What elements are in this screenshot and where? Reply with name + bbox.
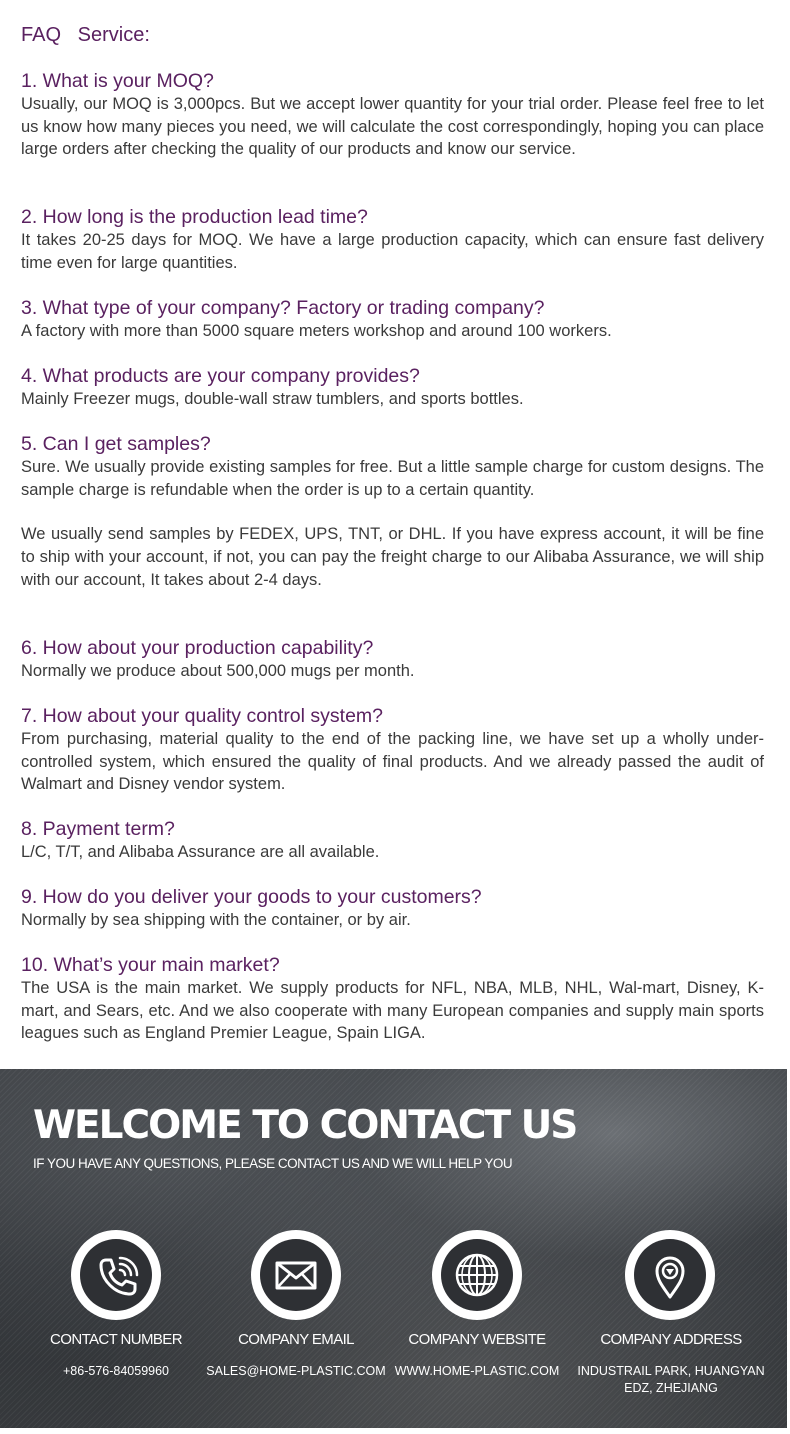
- faq-question: 3. What type of your company? Factory or trading company?: [21, 297, 545, 319]
- faq-item-9: [21, 885, 764, 932]
- faq-question: 1. What is your MOQ?: [21, 70, 214, 92]
- faq-answer: From purchasing, material quality to the end of the packing line, we have set up a wholly under-controlled system, which ensured the quality of final products. And we already passed the audit of Walmart and Disney vendor system.: [21, 730, 764, 794]
- company-website-value[interactable]: WWW.HOME-PLASTIC.COM: [394, 1364, 560, 1378]
- envelope-icon: [251, 1230, 341, 1320]
- contact-number-label: CONTACT NUMBER: [50, 1331, 182, 1348]
- faq-answer: A factory with more than 5000 square meters workshop and around 100 workers.: [21, 322, 612, 340]
- globe-icon: [432, 1230, 522, 1320]
- company-address-item: [568, 1069, 774, 1428]
- contact-number-value[interactable]: +86-576-84059960: [63, 1364, 169, 1378]
- faq-item-8: [21, 817, 764, 864]
- faq-answer: Sure. We usually provide existing samples for free. But a little sample charge for custom designs. The sample charge is refundable when the order is up to a certain quantity.: [21, 458, 764, 499]
- faq-answer: L/C, T/T, and Alibaba Assurance are all available.: [21, 843, 380, 861]
- faq-question: 4. What products are your company provides?: [21, 365, 420, 387]
- faq-question: 9. How do you deliver your goods to your customers?: [21, 886, 482, 908]
- location-pin-icon: [625, 1230, 715, 1320]
- company-address-value: [568, 1363, 774, 1397]
- address-line-1: INDUSTRAIL PARK, HUANGYAN: [577, 1364, 765, 1378]
- address-line-2: EDZ, ZHEJIANG: [624, 1381, 718, 1395]
- company-email-value[interactable]: SALES@HOME-PLASTIC.COM: [206, 1364, 386, 1378]
- faq-item-5: [21, 432, 764, 592]
- contact-title: WELCOME TO CONTACT US: [33, 1103, 577, 1148]
- company-address-label: COMPANY ADDRESS: [600, 1331, 742, 1348]
- faq-item-6: [21, 636, 764, 683]
- faq-item-1: [21, 69, 764, 161]
- faq-answer: It takes 20-25 days for MOQ. We have a large production capacity, which can ensure fast delivery time even for large quantities.: [21, 231, 764, 272]
- faq-answer: Normally by sea shipping with the container, or by air.: [21, 911, 411, 929]
- faq-item-7: [21, 704, 764, 796]
- company-email-label: COMPANY EMAIL: [238, 1331, 354, 1348]
- company-website-label: COMPANY WEBSITE: [408, 1331, 546, 1348]
- faq-heading: FAQ Service:: [21, 24, 150, 46]
- faq-answer: Normally we produce about 500,000 mugs per month.: [21, 662, 415, 680]
- faq-item-2: [21, 205, 764, 274]
- contact-subtitle: IF YOU HAVE ANY QUESTIONS, PLEASE CONTACT US AND WE WILL HELP YOU: [33, 1156, 513, 1171]
- faq-question: 8. Payment term?: [21, 818, 175, 840]
- faq-answer: Usually, our MOQ is 3,000pcs. But we accept lower quantity for your trial order. Please feel free to let us know how many pieces you need, we will calculate the cost correspondingly, hoping you can place large orders after checking the quality of our products and know our service.: [21, 95, 764, 159]
- faq-item-3: [21, 296, 764, 343]
- company-email-item: [196, 1069, 396, 1428]
- faq-question: 6. How about your production capability?: [21, 637, 374, 659]
- faq-question: 5. Can I get samples?: [21, 433, 211, 455]
- company-website-item: [384, 1069, 570, 1428]
- faq-question: 2. How long is the production lead time?: [21, 206, 368, 228]
- faq-question: 10. What’s your main market?: [21, 954, 280, 976]
- faq-answer: Mainly Freezer mugs, double-wall straw tumblers, and sports bottles.: [21, 390, 524, 408]
- faq-item-10: [21, 953, 764, 1045]
- faq-question: 7. How about your quality control system?: [21, 705, 384, 727]
- faq-answer-extra: We usually send samples by FEDEX, UPS, TNT, or DHL. If you have express account, it will be fine to ship with your account, if not, you can pay the freight charge to our Alibaba Assurance, we will ship with our account, It takes about 2-4 days.: [21, 525, 764, 589]
- contact-banner: [0, 1069, 787, 1428]
- faq-item-4: [21, 364, 764, 411]
- faq-answer: The USA is the main market. We supply products for NFL, NBA, MLB, NHL, Wal-mart, Disney, K-mart, and Sears, etc. And we also cooperate with many European companies and supply main sports leagues such as England Premier League, Spain LIGA.: [21, 979, 764, 1043]
- phone-icon: [71, 1230, 161, 1320]
